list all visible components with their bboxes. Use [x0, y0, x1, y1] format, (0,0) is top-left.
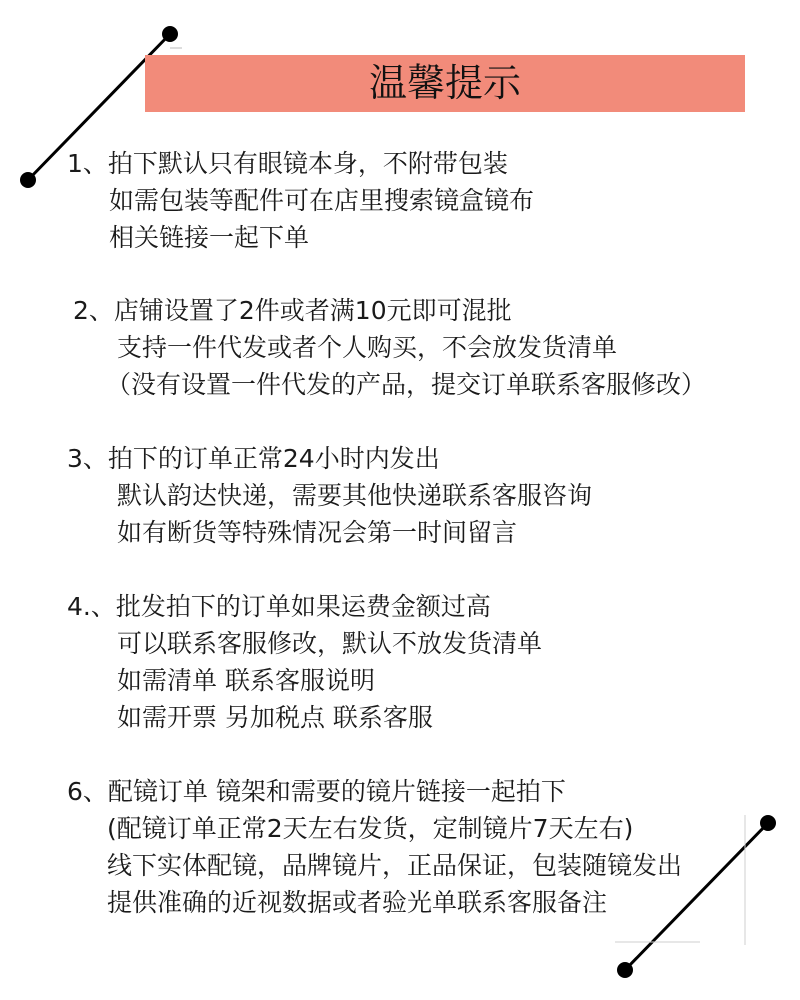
section-4-line-1: 4.、批发拍下的订单如果运费金额过高	[67, 592, 491, 621]
section-4-line-4: 如需开票 另加税点 联系客服	[117, 703, 433, 732]
section-3-line-2: 默认韵达快递，需要其他快递联系客服咨询	[117, 481, 593, 510]
section-1-line-2: 如需包装等配件可在店里搜索镜盒镜布	[109, 186, 535, 215]
section-2-line-3: （没有设置一件代发的产品，提交订单联系客服修改）	[106, 370, 707, 399]
bottom-right-connector	[600, 800, 800, 1000]
section-3-line-1: 3、拍下的订单正常24小时内发出	[67, 444, 440, 473]
section-2-line-1: 2、店铺设置了2件或者满10元即可混批	[73, 296, 512, 325]
section-6-line-1: 6、配镜订单 镜架和需要的镜片链接一起拍下	[67, 777, 566, 806]
title-banner	[145, 55, 745, 112]
section-4-line-2: 可以联系客服修改，默认不放发货清单	[117, 629, 543, 658]
section-2-line-2: 支持一件代发或者个人购买，不会放发货清单	[117, 333, 618, 362]
section-1-line-1: 1、拍下默认只有眼镜本身，不附带包装	[67, 149, 508, 178]
section-4-line-3: 如需清单 联系客服说明	[117, 666, 375, 695]
section-3-line-3: 如有断货等特殊情况会第一时间留言	[117, 518, 518, 547]
section-6-line-2: (配镜订单正常2天左右发货，定制镜片7天左右)	[107, 814, 634, 843]
section-6-line-4: 提供准确的近视数据或者验光单联系客服备注	[107, 888, 608, 917]
section-6-line-3: 线下实体配镜，品牌镜片，正品保证，包装随镜发出	[107, 851, 683, 880]
page-title: 温馨提示	[368, 61, 521, 105]
section-1-line-3: 相关链接一起下单	[109, 223, 310, 252]
